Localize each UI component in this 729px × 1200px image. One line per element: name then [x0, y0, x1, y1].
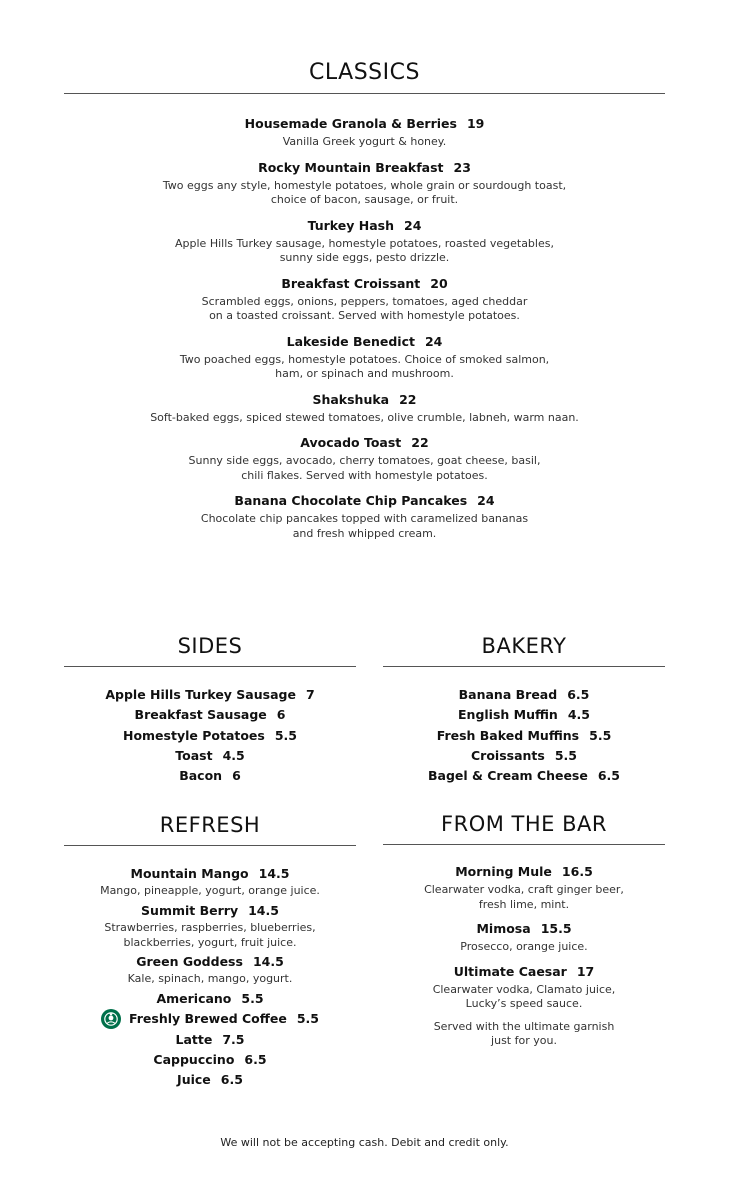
refresh-divider — [64, 845, 356, 846]
item-name: Croissants — [471, 747, 545, 763]
drink-item — [64, 901, 356, 950]
item-name: Bagel & Cream Cheese — [427, 768, 588, 784]
item-price: 19 — [466, 116, 485, 131]
drink-item — [64, 989, 356, 1009]
item-name: Breakfast Sausage — [134, 707, 267, 723]
item-name: Fresh Baked Muffins — [436, 727, 580, 743]
menu-item-heading — [64, 116, 665, 132]
bar-section — [383, 812, 665, 1049]
item-price: 6.5 — [244, 1051, 267, 1067]
item-price: 7 — [305, 687, 315, 702]
bakery-divider — [383, 666, 665, 667]
drink-item — [64, 1030, 356, 1050]
list-item — [383, 685, 665, 705]
item-price: 17 — [576, 963, 595, 979]
bakery-list — [383, 685, 665, 786]
item-price: 5.5 — [274, 727, 298, 743]
list-item — [383, 726, 665, 746]
refresh-title: REFRESH — [159, 813, 261, 837]
item-name: Turkey Hash — [307, 217, 394, 233]
refresh-list — [64, 864, 356, 1091]
item-description: Prosecco, orange juice. — [460, 940, 588, 953]
list-item — [64, 705, 356, 725]
drink-item — [64, 1009, 356, 1030]
item-description: Soft-baked eggs, spiced stewed tomatoes, olive crumble, labneh, warm naan. — [150, 410, 579, 424]
item-price: 20 — [430, 275, 448, 291]
menu-item — [64, 493, 665, 541]
refresh-section — [64, 813, 356, 1091]
list-item — [383, 766, 665, 786]
classics-title: CLASSICS — [309, 60, 420, 85]
drink-item — [64, 1070, 356, 1090]
drink-item — [64, 952, 356, 987]
drink-heading — [64, 952, 356, 972]
item-name: Toast — [175, 747, 213, 763]
item-name: English Muffin — [458, 707, 558, 723]
drink-heading — [64, 989, 356, 1009]
item-description: Clearwater vodka, Clamato juice, Lucky’s speed sauce. — [432, 982, 616, 1010]
drink-heading — [64, 864, 356, 884]
menu-item — [64, 392, 665, 426]
sides-list — [64, 685, 356, 786]
item-description: Sunny side eggs, avocado, cherry tomatoes, goat cheese, basil, chili flakes. Served with homestyle potatoes. — [188, 454, 541, 482]
list-item — [383, 746, 665, 766]
item-name: Mountain Mango — [130, 866, 249, 881]
item-name: Apple Hills Turkey Sausage — [105, 687, 296, 702]
item-price: 24 — [424, 333, 443, 349]
item-name: Rocky Mountain Breakfast — [258, 159, 444, 175]
item-name: Latte — [175, 1031, 213, 1047]
item-price: 4.5 — [567, 707, 590, 723]
item-price: 6 — [276, 707, 286, 723]
menu-item — [64, 276, 665, 324]
sides-title: SIDES — [177, 634, 243, 658]
drink-item — [64, 1050, 356, 1070]
item-description: Vanilla Greek yogurt & honey. — [282, 135, 447, 148]
item-price: 14.5 — [248, 902, 279, 918]
menu-item — [64, 435, 665, 483]
menu-item-heading — [64, 334, 665, 350]
item-name: Banana Chocolate Chip Pancakes — [234, 493, 468, 508]
bar-divider — [383, 844, 665, 845]
item-price: 24 — [404, 217, 422, 233]
item-description: Kale, spinach, mango, yogurt. — [127, 972, 293, 986]
payment-notice: We will not be accepting cash. Debit and credit only. — [220, 1136, 509, 1149]
item-description: Apple Hills Turkey sausage, homestyle potatoes, roasted vegetables, sunny side eggs, pesto drizzle. — [175, 236, 554, 264]
menu-item-heading — [64, 218, 665, 234]
item-price: 5.5 — [296, 1011, 319, 1027]
drink-item — [64, 864, 356, 899]
menu-item — [64, 160, 665, 208]
starbucks-logo-icon — [101, 1009, 121, 1029]
drink-item — [383, 920, 665, 955]
drink-item — [383, 863, 665, 912]
item-name: Breakfast Croissant — [281, 275, 421, 291]
item-name: Lakeside Benedict — [286, 333, 415, 349]
item-name: Freshly Brewed Coffee — [129, 1011, 287, 1027]
list-item — [64, 685, 356, 705]
item-description: Strawberries, raspberries, blueberries, blackberries, yogurt, fruit juice. — [104, 921, 316, 949]
item-price: 6.5 — [597, 768, 620, 784]
item-name: Americano — [156, 990, 232, 1006]
menu-item — [64, 116, 665, 150]
item-price: 7.5 — [222, 1031, 245, 1047]
classics-divider — [64, 93, 665, 94]
item-price: 6.5 — [567, 687, 590, 702]
item-price: 4.5 — [222, 747, 245, 763]
item-price: 14.5 — [252, 954, 284, 970]
item-name: Avocado Toast — [300, 435, 402, 450]
item-name: Banana Bread — [458, 687, 558, 702]
item-price: 23 — [453, 159, 471, 175]
bar-garnish-note: Served with the ultimate garnish just for you. — [433, 1019, 615, 1047]
item-description: Two eggs any style, homestyle potatoes, whole grain or sourdough toast, choice of bacon, sausage, or fruit. — [162, 178, 567, 206]
sides-section — [64, 634, 356, 786]
item-price: 5.5 — [241, 990, 264, 1006]
drink-heading — [383, 963, 665, 981]
menu-item-heading — [64, 392, 665, 408]
drink-heading — [64, 1009, 356, 1030]
item-name: Homestyle Potatoes — [122, 727, 265, 743]
menu-item — [64, 334, 665, 382]
list-item — [64, 766, 356, 786]
item-name: Juice — [177, 1072, 211, 1088]
menu-item-heading — [64, 276, 665, 292]
item-name: Morning Mule — [455, 864, 552, 879]
bar-title: FROM THE BAR — [441, 812, 607, 836]
item-description: Mango, pineapple, yogurt, orange juice. — [100, 884, 320, 898]
item-price: 24 — [477, 493, 495, 508]
drink-item — [383, 963, 665, 1012]
drink-heading — [383, 863, 665, 881]
item-description: Clearwater vodka, craft ginger beer, fresh lime, mint. — [424, 883, 624, 911]
drink-heading — [64, 1030, 356, 1050]
item-description: Chocolate chip pancakes topped with caramelized bananas and fresh whipped cream. — [200, 512, 529, 540]
item-name: Shakshuka — [312, 391, 390, 407]
item-price: 22 — [411, 435, 429, 450]
item-name: Cappuccino — [153, 1051, 235, 1067]
list-item — [64, 726, 356, 746]
item-name: Green Goddess — [136, 954, 243, 970]
drink-heading — [64, 1050, 356, 1070]
menu-item-heading — [64, 435, 665, 451]
item-name: Ultimate Caesar — [453, 963, 567, 979]
bakery-title: BAKERY — [481, 634, 567, 658]
item-price: 6 — [232, 768, 241, 784]
item-name: Bacon — [179, 768, 223, 784]
item-price: 14.5 — [258, 866, 290, 881]
item-description: Two poached eggs, homestyle potatoes. Choice of smoked salmon, ham, or spinach and mushroom. — [179, 352, 550, 380]
item-name: Mimosa — [476, 921, 531, 936]
item-name: Summit Berry — [141, 902, 239, 918]
item-price: 22 — [399, 391, 417, 407]
item-price: 15.5 — [540, 921, 572, 936]
item-description: Scrambled eggs, onions, peppers, tomatoes, aged cheddar on a toasted croissant. Served with homestyle potatoes. — [201, 294, 528, 322]
classics-list — [64, 116, 665, 541]
classics-section — [64, 60, 665, 551]
menu-item-heading — [64, 493, 665, 509]
list-item — [383, 705, 665, 725]
drink-heading — [383, 920, 665, 938]
drink-heading — [64, 1070, 356, 1090]
bakery-section — [383, 634, 665, 786]
menu-item-heading — [64, 160, 665, 176]
bar-list — [383, 863, 665, 1012]
item-price: 16.5 — [561, 864, 593, 879]
sides-divider — [64, 666, 356, 667]
item-price: 6.5 — [220, 1072, 243, 1088]
item-price: 5.5 — [589, 727, 612, 743]
menu-item — [64, 218, 665, 266]
drink-heading — [64, 901, 356, 921]
list-item — [64, 746, 356, 766]
item-price: 5.5 — [554, 747, 577, 763]
item-name: Housemade Granola & Berries — [244, 116, 457, 131]
